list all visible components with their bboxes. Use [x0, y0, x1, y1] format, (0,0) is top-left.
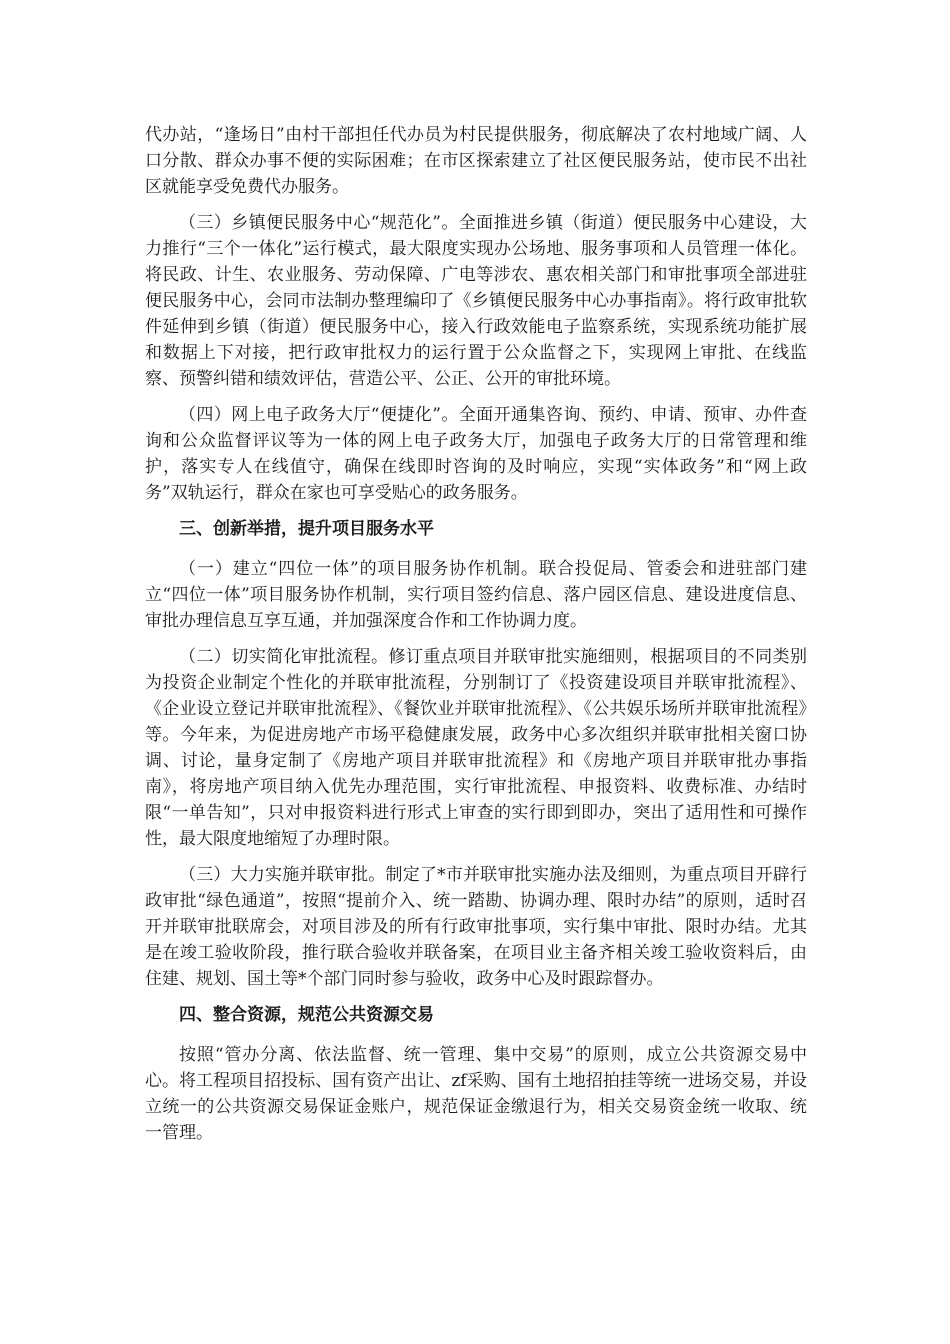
paragraph-online-hall: （四）网上电子政务大厅“便捷化”。全面开通集咨询、预约、申请、预审、办件查询和公众监督评议等为一体的网上电子政务大厅，加强电子政务大厅的日常管理和维护，落实专人在线值守，确保在线即时咨询的及时响应，实现“实体政务”和“网上政务”双轨运行，群众在家也可享受贴心的政务服务。	[145, 405, 807, 503]
document-body	[145, 122, 807, 1156]
section-heading-3: 三、创新举措，提升项目服务水平	[179, 519, 434, 539]
section-heading-4: 四、整合资源，规范公共资源交易	[179, 1005, 434, 1025]
paragraph-parallel-approval: （三）大力实施并联审批。制定了*市并联审批实施办法及细则，为重点项目开辟行政审批“绿色通道”，按照“提前介入、统一踏勘、协调办理、限时办结”的原则，适时召开并联审批联席会，对项目涉及的所有行政审批事项，实行集中审批、限时办结。尤其是在竣工验收阶段，推行联合验收并联备案，在项目业主备齐相关竣工验收资料后，由住建、规划、国土等*个部门同时参与验收，政务中心及时跟踪督办。	[145, 865, 807, 989]
paragraph-service-station: 代办站，“逢场日”由村干部担任代办员为村民提供服务，彻底解决了农村地域广阔、人口分散、群众办事不便的实际困难；在市区探索建立了社区便民服务站，使市民不出社区就能享受免费代办服务。	[145, 125, 807, 197]
paragraph-four-in-one: （一）建立“四位一体”的项目服务协作机制。联合投促局、管委会和进驻部门建立“四位一体”项目服务协作机制，实行项目签约信息、落户园区信息、建设进度信息、审批办理信息互享互通，并加强深度合作和工作协调力度。	[145, 559, 807, 631]
paragraph-simplify-approval: （二）切实简化审批流程。修订重点项目并联审批实施细则，根据项目的不同类别为投资企业制定个性化的并联审批流程，分别制订了《投资建设项目并联审批流程》、《企业设立登记并联审批流程》、《餐饮业并联审批流程》、《公共娱乐场所并联审批流程》等。今年来，为促进房地产市场平稳健康发展，政务中心多次组织并联审批相关窗口协调、讨论，量身定制了《房地产项目并联审批流程》和《房地产项目并联审批办事指南》，将房地产项目纳入优先办理范围，实行审批流程、申报资料、收费标准、办结时限“一单告知”，只对申报资料进行形式上审查的实行即到即办，突出了适用性和可操作性，最大限度地缩短了办理时限。	[145, 647, 807, 849]
paragraph-public-resources: 按照“管办分离、依法监督、统一管理、集中交易”的原则，成立公共资源交易中心。将工程项目招投标、国有资产出让、zf采购、国有土地招拍挂等统一进场交易，并设立统一的公共资源交易保证金账户，规范保证金缴退行为，相关交易资金统一收取、统一管理。	[145, 1045, 807, 1143]
paragraph-township-center: （三）乡镇便民服务中心“规范化”。全面推进乡镇（街道）便民服务中心建设，大力推行“三个一体化”运行模式，最大限度实现办公场地、服务事项和人员管理一体化。将民政、计生、农业服务、劳动保障、广电等涉农、惠农相关部门和审批事项全部进驻便民服务中心，会同市法制办整理编印了《乡镇便民服务中心办事指南》。将行政审批软件延伸到乡镇（街道）便民服务中心，接入行政效能电子监察系统，实现系统功能扩展和数据上下对接，把行政审批权力的运行置于公众监督之下，实现网上审批、在线监察、预警纠错和绩效评估，营造公平、公正、公开的审批环境。	[145, 213, 807, 389]
